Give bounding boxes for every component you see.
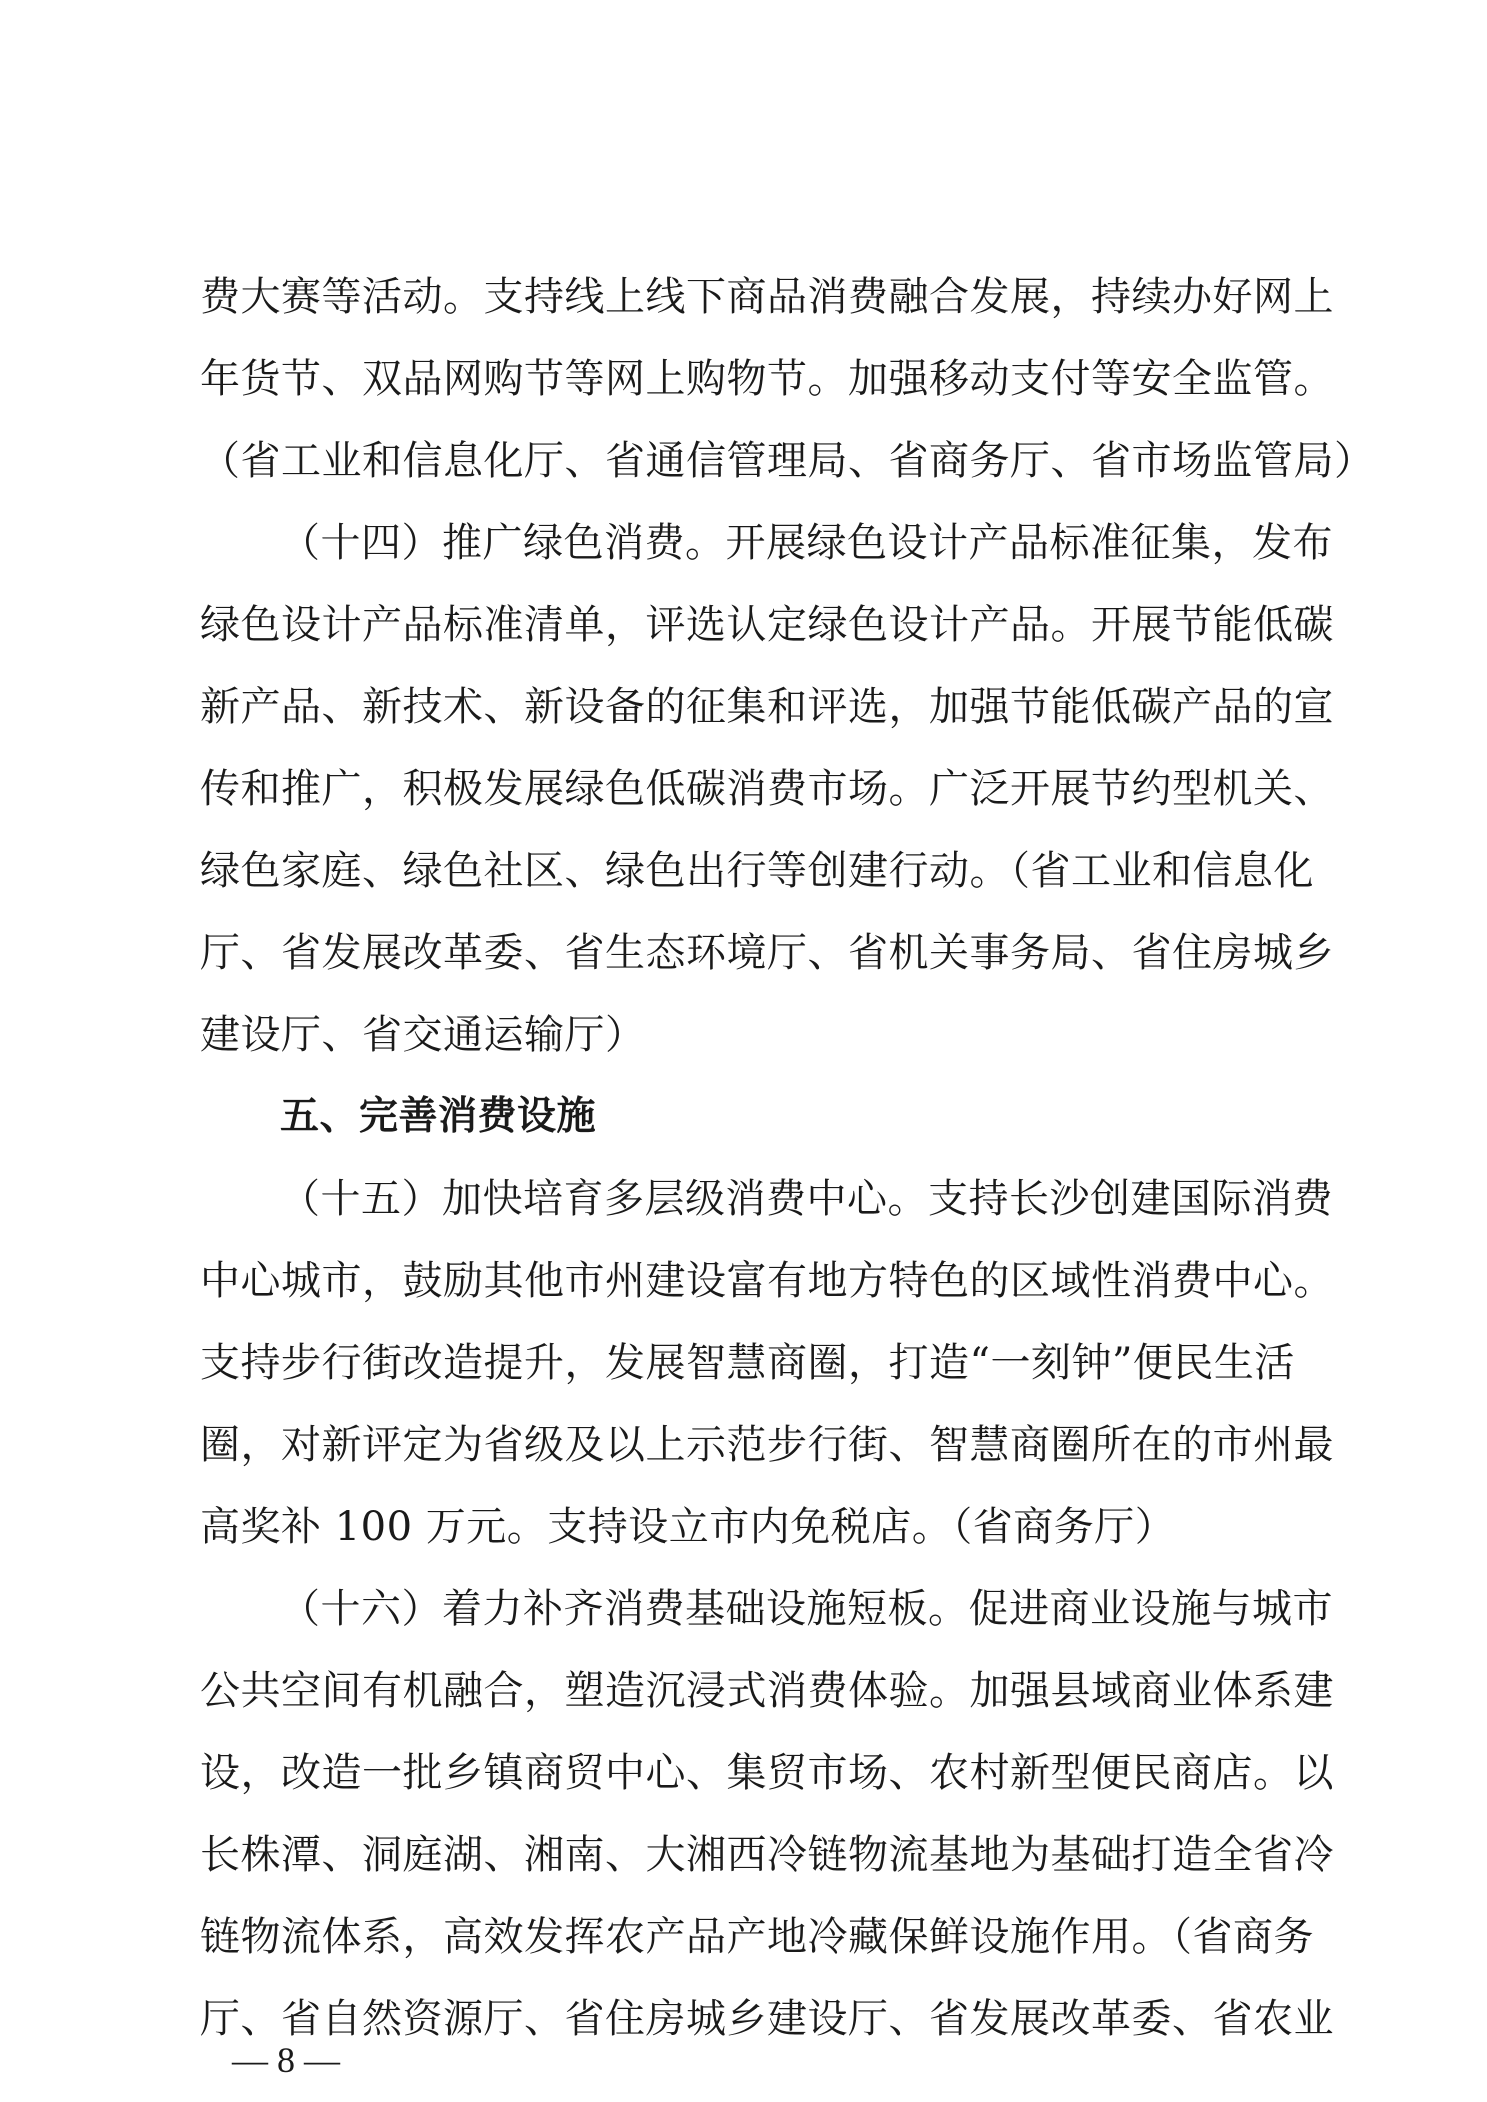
text-line: 建设厅、省交通运输厅） (200, 1012, 646, 1058)
text-line: 费大赛等活动。支持线上线下商品消费融合发展，持续办好网上 (200, 274, 1334, 320)
text-line: 链物流体系，高效发挥农产品产地冷藏保鲜设施作用。（省商务 (200, 1914, 1314, 1960)
text-line: 新产品、新技术、新设备的征集和评选，加强节能低碳产品的宣 (200, 684, 1334, 730)
text-line: 支持步行街改造提升，发展智慧商圈，打造“一刻钟”便民生活 (200, 1340, 1295, 1386)
text-line: （省工业和信息化厅、省通信管理局、省商务厅、省市场监管局） (200, 438, 1375, 484)
text-line: 厅、省发展改革委、省生态环境厅、省机关事务局、省住房城乡 (200, 930, 1334, 976)
page-number: — 8 — (232, 2040, 340, 2080)
text-line: 年货节、双品网购节等网上购物节。加强移动支付等安全监管。 (200, 356, 1334, 402)
text-line: 长株潭、洞庭湖、湘南、大湘西冷链物流基地为基础打造全省冷 (200, 1832, 1334, 1878)
text-line: 高奖补 100 万元。支持设立市内免税店。（省商务厅） (200, 1504, 1176, 1550)
text-line: 绿色家庭、绿色社区、绿色出行等创建行动。（省工业和信息化 (200, 848, 1314, 894)
text-line: 厅、省自然资源厅、省住房城乡建设厅、省发展改革委、省农业 (200, 1996, 1334, 2042)
text-line: 传和推广，积极发展绿色低碳消费市场。广泛开展节约型机关、 (200, 766, 1334, 812)
section-heading: 五、完善消费设施 (280, 1094, 597, 1139)
paragraph-start-line: （十四）推广绿色消费。开展绿色设计产品标准征集，发布 (280, 520, 1333, 566)
text-line: 设，改造一批乡镇商贸中心、集贸市场、农村新型便民商店。以 (200, 1750, 1334, 1796)
text-line: 中心城市，鼓励其他市州建设富有地方特色的区域性消费中心。 (200, 1258, 1334, 1304)
text-line: 公共空间有机融合，塑造沉浸式消费体验。加强县域商业体系建 (200, 1668, 1334, 1714)
paragraph-start-line: （十六）着力补齐消费基础设施短板。促进商业设施与城市 (280, 1586, 1333, 1632)
text-line: 绿色设计产品标准清单，评选认定绿色设计产品。开展节能低碳 (200, 602, 1334, 648)
paragraph-start-line: （十五）加快培育多层级消费中心。支持长沙创建国际消费 (280, 1176, 1333, 1222)
text-line: 圈，对新评定为省级及以上示范步行街、智慧商圈所在的市州最 (200, 1422, 1334, 1468)
